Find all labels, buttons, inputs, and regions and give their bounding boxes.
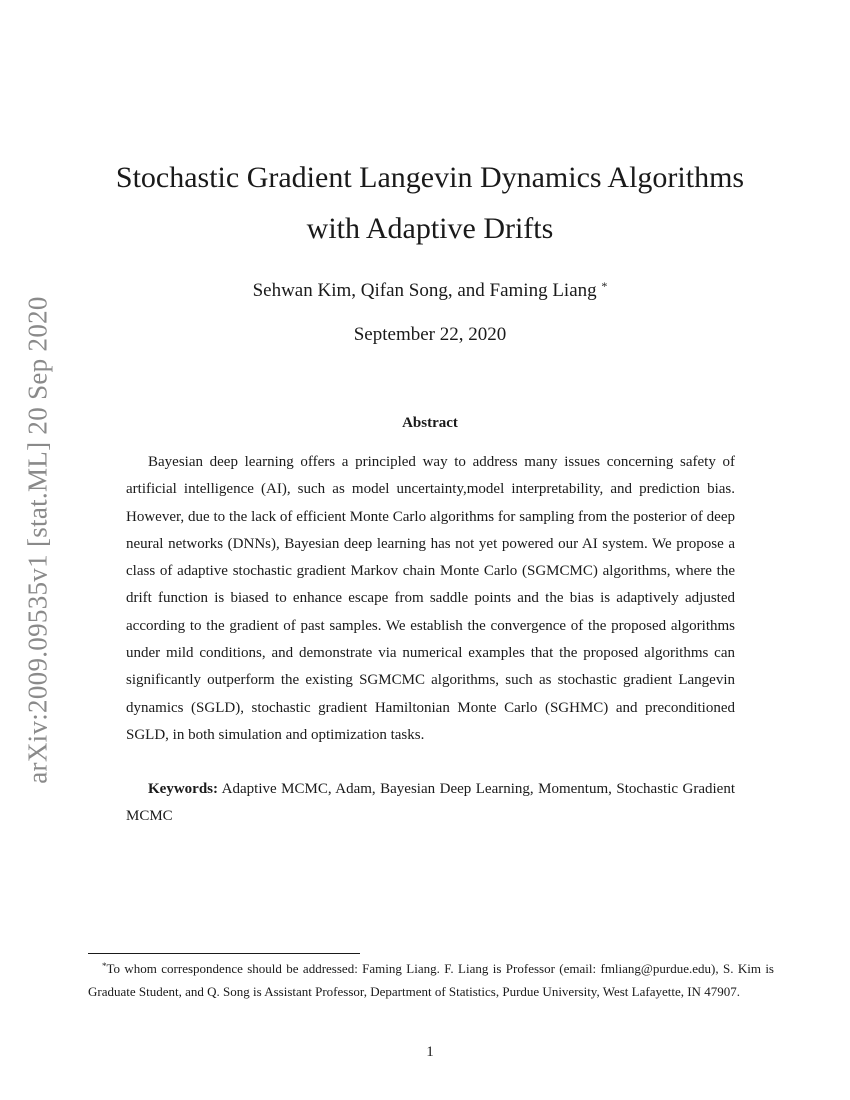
publication-date: September 22, 2020: [353, 324, 507, 345]
keywords-paragraph: [126, 776, 735, 831]
page-number: 1: [426, 1044, 434, 1060]
paper-title: Stochastic Gradient Langevin Dynamics Algorithms with Adaptive Drifts: [115, 161, 745, 245]
keywords-text: Adaptive MCMC, Adam, Bayesian Deep Learning, Momentum, Stochastic Gradient MCMC: [126, 781, 735, 825]
footnote: [88, 955, 774, 1003]
author-names: Sehwan Kim, Qifan Song, and Faming Liang: [252, 280, 597, 301]
footnote-rule: [88, 953, 360, 954]
abstract-body: Bayesian deep learning offers a principled way to address many issues concerning safety of artificial intelligence (AI), such as model uncertainty,model interpretability, and prediction bias. However, due to the lack of efficient Monte Carlo algorithms for sampling from the posterior of deep neural networks (DNNs), Bayesian deep learning has not yet powered our AI system. We propose a class of adaptive stochastic gradient Markov chain Monte Carlo (SGMCMC) algorithms, where the drift function is biased to enhance escape from saddle points and the bias is adaptively adjusted according to the gradient of past samples. We establish the convergence of the proposed algorithms under mild conditions, and demonstrate via numerical examples that the proposed algorithms can significantly outperform the existing SGMCMC algorithms, such as stochastic gradient Langevin dynamics (SGLD), stochastic gradient Hamiltonian Monte Carlo (SGHMC) and preconditioned SGLD, in both simulation and optimization tasks.: [126, 454, 735, 743]
keywords-label: Keywords:: [148, 781, 218, 797]
abstract-heading: Abstract: [402, 415, 458, 431]
author-list: [90, 279, 770, 302]
author-footnote-mark: *: [601, 279, 608, 293]
footnote-text: To whom correspondence should be addressed: Faming Liang. F. Liang is Professor (email: fmliang@purdue.edu), S. Kim is Graduate Student, and Q. Song is Assistant Professor, Department of Statistics, Purdue University, West Lafayette, IN 47907.: [88, 961, 774, 999]
footnote-mark: *: [102, 961, 107, 971]
arxiv-identifier-stamp: arXiv:2009.09535v1 [stat.ML] 20 Sep 2020: [22, 296, 53, 784]
